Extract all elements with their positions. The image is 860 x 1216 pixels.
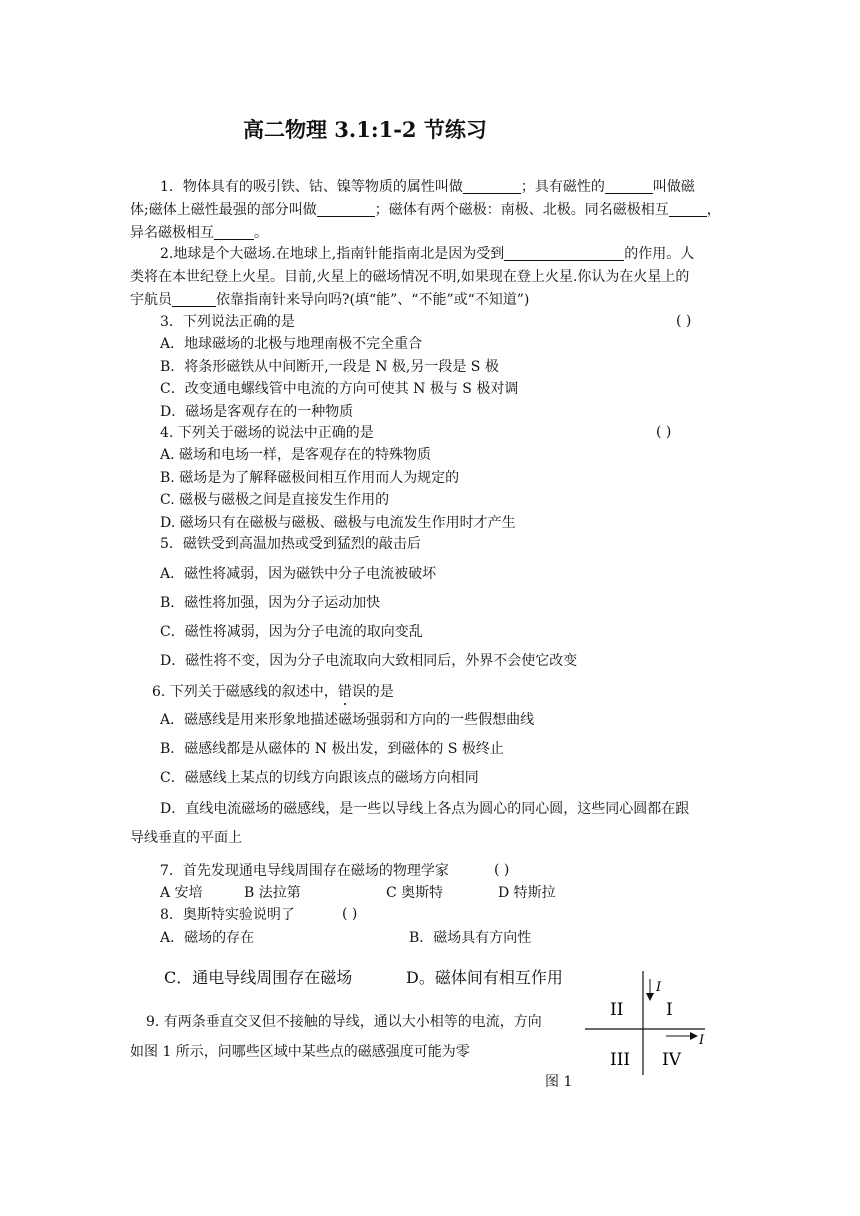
q6-option-d-cont: 导线垂直的平面上 — [130, 830, 242, 846]
q5-option-d: D．磁性将不变，因为分子电流取向大致相同后，外界不会使它改变 — [160, 653, 578, 669]
q1-text: 体;磁体上磁性最强的部分叫做 — [130, 202, 317, 218]
quadrant-label-i: I — [666, 1000, 673, 1020]
q7-option-c: C 奥斯特 — [386, 885, 444, 901]
q6-stem — [152, 683, 394, 701]
q3-option-d: D．磁场是客观存在的一种物质 — [160, 404, 354, 420]
q2-line-3 — [130, 291, 529, 309]
q2-text: 的作用。人 — [624, 246, 695, 262]
arrowhead-right-icon — [690, 1032, 698, 1040]
figure-caption: 图 1 — [545, 1074, 573, 1090]
q4-stem: 4. 下列关于磁场的说法中正确的是 — [160, 425, 374, 441]
q6-option-a: A．磁感线是用来形象地描述磁场强弱和方向的一些假想曲线 — [160, 712, 535, 728]
current-label-horizontal: I — [699, 1033, 705, 1048]
q3-option-a: A．地球磁场的北极与地理南极不完全重合 — [160, 336, 423, 352]
answer-blank[interactable] — [172, 292, 216, 307]
q8-option-c: C．通电导线周围存在磁场 — [164, 968, 353, 987]
answer-blank[interactable] — [317, 202, 375, 217]
page-title: 高二物理 3.1:1-2 节练习 — [243, 117, 487, 142]
q6-text: 6. 下列关于磁感线的叙述中， — [152, 684, 338, 700]
answer-blank[interactable] — [669, 202, 707, 217]
q3-answer-paren[interactable]: ( ) — [676, 313, 692, 329]
q9-line-2: 如图 1 所示，问哪些区域中某些点的磁感强度可能为零 — [130, 1044, 470, 1060]
q2-text: 2.地球是个大磁场.在地球上,指南针能指南北是因为受到 — [160, 246, 505, 262]
answer-blank[interactable] — [214, 225, 254, 240]
q6-emphasis: 错 — [337, 684, 352, 700]
q3-option-c: C．改变通电螺线管中电流的方向可使其 N 极与 S 极对调 — [160, 381, 519, 397]
quadrant-label-ii: II — [610, 1000, 624, 1020]
current-label-vertical: I — [656, 980, 662, 995]
q5-option-a: A．磁性将减弱，因为磁铁中分子电流被破坏 — [160, 566, 437, 582]
q8-stem: 8．奥斯特实验说明了 — [160, 907, 295, 923]
q4-option-c: C. 磁极与磁极之间是直接发生作用的 — [160, 492, 390, 508]
answer-blank[interactable] — [605, 179, 653, 194]
q6-option-b: B．磁感线都是从磁体的 N 极出发，到磁体的 S 极终止 — [160, 741, 504, 757]
q7-option-a: A 安培 — [160, 885, 203, 901]
q7-answer-paren[interactable]: ( ) — [494, 862, 510, 878]
q1-text: ；磁体有两个磁极：南极、北极。同名磁极相互 — [374, 202, 669, 218]
q8-option-a: A．磁场的存在 — [160, 930, 255, 946]
q2-line-1 — [160, 245, 694, 263]
q7-option-d: D 特斯拉 — [498, 885, 556, 901]
q6-text: 误的是 — [351, 684, 394, 700]
q1-line-2 — [130, 201, 721, 219]
q6-option-d: D．直线电流磁场的磁感线，是一些以导线上各点为圆心的同心圆，这些同心圆都在跟 — [160, 801, 690, 817]
q1-text: ；具有磁性的 — [520, 179, 605, 195]
q4-option-d: D. 磁场只有在磁极与磁极、磁极与电流发生作用时才产生 — [160, 515, 516, 531]
q6-option-c: C．磁感线上某点的切线方向跟该点的磁场方向相同 — [160, 770, 479, 786]
q9-line-1: 9. 有两条垂直交叉但不接触的导线，通以大小相等的电流，方向 — [146, 1014, 542, 1030]
quadrant-label-iii: III — [610, 1050, 631, 1070]
q2-line-2: 类将在本世纪登上火星。目前,火星上的磁场情况不明,如果现在登上火星.你认为在火星上的 — [130, 269, 690, 285]
q3-option-b: B．将条形磁铁从中间断开,一段是 N 极,另一段是 S 极 — [160, 359, 499, 375]
q1-text: 1．物体具有的吸引铁、钴、镍等物质的属性叫做 — [160, 179, 463, 195]
q4-option-a: A. 磁场和电场一样，是客观存在的特殊物质 — [160, 447, 432, 463]
answer-blank[interactable] — [463, 179, 521, 194]
q5-option-b: B．磁性将加强，因为分子运动加快 — [160, 595, 381, 611]
q7-option-b: B 法拉第 — [244, 885, 301, 901]
q8-answer-paren[interactable]: ( ) — [342, 906, 358, 922]
answer-blank[interactable] — [504, 246, 624, 261]
q1-line-1 — [160, 178, 695, 196]
q1-text: 叫做磁 — [652, 179, 695, 195]
q7-stem: 7．首先发现通电导线周围存在磁场的物理学家 — [160, 863, 449, 879]
q1-text: 异名磁极相互 — [130, 225, 214, 241]
q4-option-b: B. 磁场是为了解释磁极间相互作用而人为规定的 — [160, 470, 460, 486]
q4-answer-paren[interactable]: ( ) — [656, 424, 672, 440]
q1-text: ， — [706, 202, 721, 218]
q1-text: 。 — [254, 225, 268, 241]
q5-option-c: C．磁性将减弱，因为分子电流的取向变乱 — [160, 624, 423, 640]
q5-stem: 5．磁铁受到高温加热或受到猛烈的敲击后 — [160, 536, 421, 552]
arrowhead-down-icon — [646, 993, 654, 1001]
q3-stem: 3．下列说法正确的是 — [160, 314, 295, 330]
figure-1-diagram — [580, 965, 710, 1080]
q8-option-d: D。磁体间有相互作用 — [406, 968, 563, 987]
q8-option-b: B．磁场具有方向性 — [409, 930, 532, 946]
q2-text: 宇航员 — [130, 292, 172, 308]
q2-text: 依靠指南针来导向吗?(填“能”、“不能”或“不知道”) — [216, 292, 530, 308]
quadrant-label-iv: IV — [662, 1050, 681, 1070]
q1-line-3 — [130, 224, 268, 242]
